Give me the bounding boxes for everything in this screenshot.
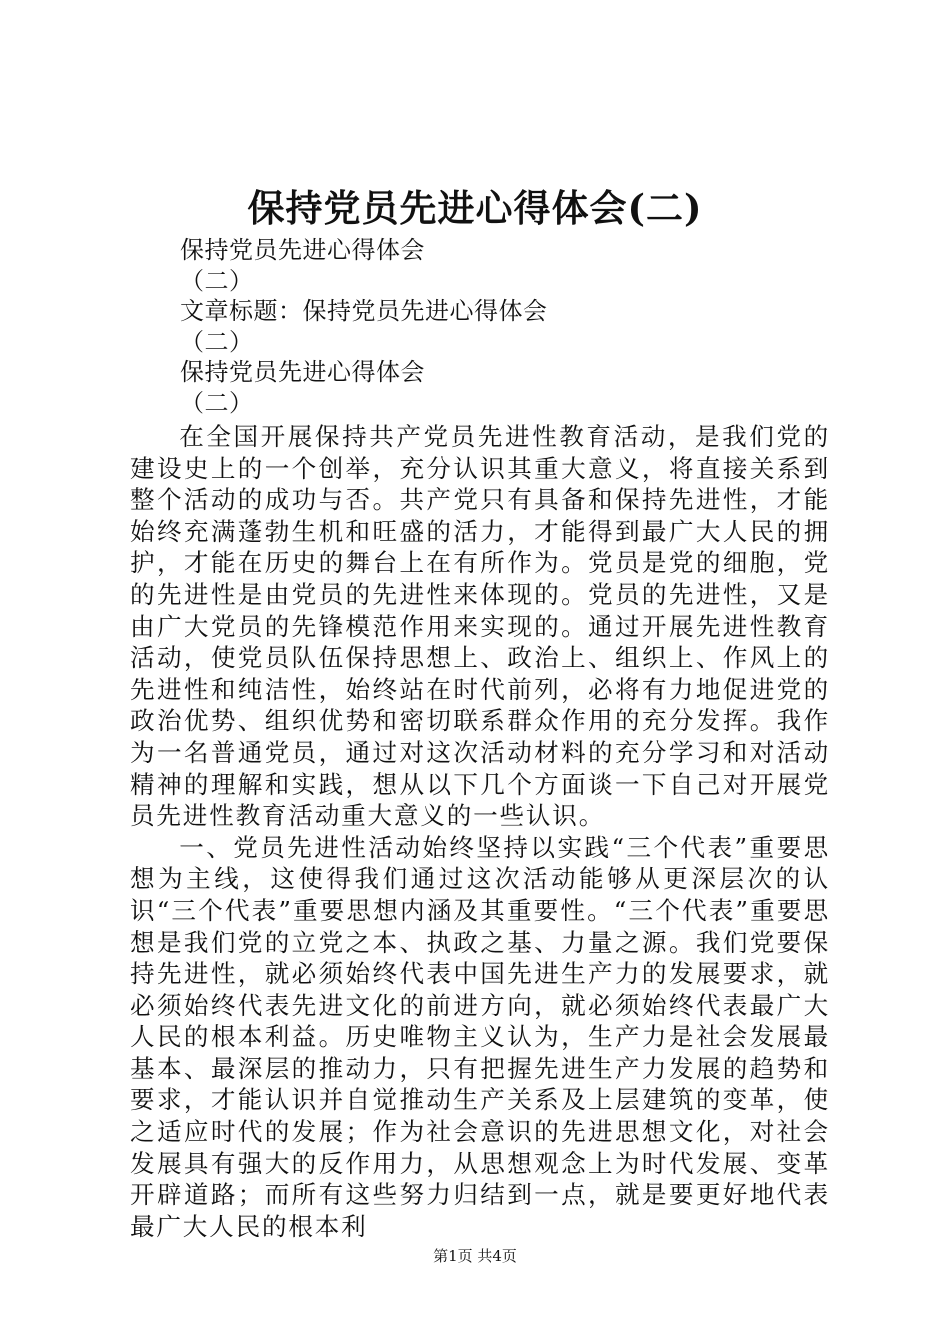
header-line: （二） <box>180 327 254 356</box>
document-body <box>130 421 830 1242</box>
header-line: 保持党员先进心得体会 <box>180 358 425 386</box>
page-number-footer: 第1页 共4页 <box>433 1247 517 1265</box>
header-lines <box>180 235 880 418</box>
document-title: 保持党员先进心得体会(二) <box>247 186 703 230</box>
header-line: 文章标题：保持党员先进心得体会 <box>180 297 548 325</box>
body-paragraph: 一、党员先进性活动始终坚持以实践“三个代表”重要思想为主线，这使得我们通过这次活动能够从更深层次的认识“三个代表”重要思想内涵及其重要性。“三个代表”重要思想是我们党的立党之本、执政之基、力量之源。我们党要保持先进性，就必须始终代表中国先进生产力的发展要求，就必须始终代表先进文化的前进方向，就必须始终代表最广大人民的根本利益。历史唯物主义认为，生产力是社会发展最基本、最深层的推动力，只有把握先进生产力发展的趋势和要求，才能认识并自觉推动生产关系及上层建筑的变革，使之适应时代的发展；作为社会意识的先进思想文化，对社会发展具有强大的反作用力，从思想观念上为时代发展、变革开辟道路；而所有这些努力归结到一点，就是要更好地代表最广大人民的根本利 <box>130 832 830 1241</box>
body-paragraph: 在全国开展保持共产党员先进性教育活动，是我们党的建设史上的一个创举，充分认识其重大意义，将直接关系到整个活动的成功与否。共产党只有具备和保持先进性，才能始终充满蓬勃生机和旺盛的活力，才能得到最广大人民的拥护，才能在历史的舞台上在有所作为。党员是党的细胞，党的先进性是由党员的先进性来体现的。党员的先进性，又是由广大党员的先锋模范作用来实现的。通过开展先进性教育活动，使党员队伍保持思想上、政治上、组织上、作风上的先进性和纯洁性，始终站在时代前列，必将有力地促进党的政治优势、组织优势和密切联系群众作用的充分发挥。我作为一名普通党员，通过对这次活动材料的充分学习和对活动精神的理解和实践，想从以下几个方面谈一下自己对开展党员先进性教育活动重大意义的一些认识。 <box>130 422 830 831</box>
header-line: （二） <box>180 266 254 295</box>
header-line: 保持党员先进心得体会 <box>180 236 425 264</box>
header-line: （二） <box>180 388 254 417</box>
